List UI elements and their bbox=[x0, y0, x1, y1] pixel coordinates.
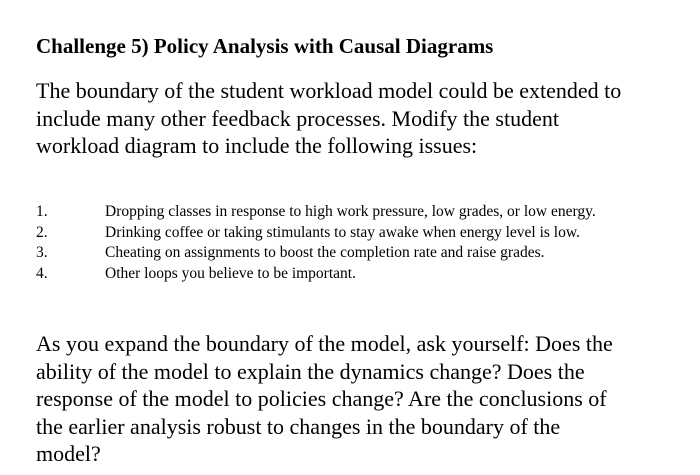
closing-line: As you expand the boundary of the model, ask yourself: Does the bbox=[36, 331, 613, 356]
list-item-text: Other loops you believe to be important. bbox=[105, 264, 356, 282]
intro-line: The boundary of the student workload model could be extended to bbox=[36, 78, 622, 103]
list-item-text: Drinking coffee or taking stimulants to stay awake when energy level is low. bbox=[105, 223, 580, 241]
issues-list bbox=[36, 202, 700, 284]
list-item-text: Dropping classes in response to high work pressure, low grades, or low energy. bbox=[105, 203, 596, 220]
list-item-number: 4. bbox=[36, 264, 48, 282]
closing-line: model? bbox=[36, 441, 101, 466]
intro-line: include many other feedback processes. Modify the student bbox=[36, 105, 559, 131]
closing-paragraph bbox=[36, 330, 613, 468]
intro-line: workload diagram to include the following issues: bbox=[36, 133, 478, 158]
list-item bbox=[36, 202, 700, 223]
closing-line: response of the model to policies change? Are the conclusions of bbox=[36, 386, 607, 411]
list-item-number: 2. bbox=[36, 223, 48, 241]
list-item bbox=[36, 223, 700, 244]
challenge-title: Challenge 5) Policy Analysis with Causal Diagrams bbox=[36, 34, 494, 58]
list-item bbox=[36, 243, 700, 264]
closing-line: ability of the model to explain the dynamics change? Does the bbox=[36, 358, 585, 384]
list-item-number: 1. bbox=[36, 203, 48, 220]
list-item-number: 3. bbox=[36, 244, 48, 261]
list-item-text: Cheating on assignments to boost the completion rate and raise grades. bbox=[105, 244, 545, 261]
intro-paragraph bbox=[36, 77, 621, 160]
closing-line: the earlier analysis robust to changes in the boundary of the bbox=[36, 413, 561, 439]
list-item bbox=[36, 264, 700, 285]
